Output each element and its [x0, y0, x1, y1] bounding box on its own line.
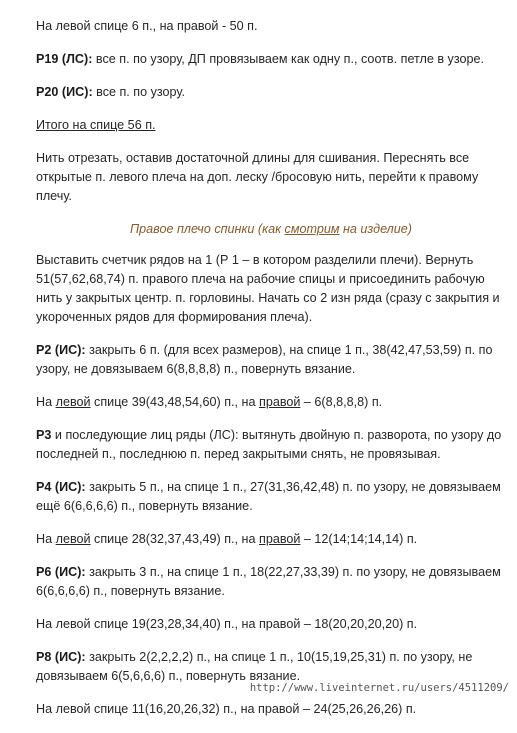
section-title: Правое плечо спинки (как смотрим на изделие): [130, 222, 412, 236]
row-8-instruction: Р8 (ИС): закрыть 2(2,2,2,2) п., на спице 1 п., 10(15,19,25,31) п. по узору, не довязываем 6(5,6,6,6) п., повернуть вязание.: [36, 650, 473, 683]
stitch-count-line: На левой спице 39(43,48,54,60) п., на правой – 6(8,8,8,8) п.: [36, 395, 383, 409]
row-label: Р20 (ИС):: [36, 85, 93, 99]
row-20-instruction: Р20 (ИС): все п. по узору.: [36, 85, 185, 99]
row-counter-paragraph: Выставить счетчик рядов на 1 (Р 1 – в котором разделили плечи). Вернуть 51(57,62,68,74) п. правого плеча на рабочие спицы и присоединить рабочую нить у закрытых центр. п. горловины. Начать со 2 изн ряда (сразу с закрытия и укороченных рядов для формирования плеча).: [36, 253, 500, 324]
row-19-instruction: Р19 (ЛС): все п. по узору, ДП провязываем как одну п., соотв. петле в узоре.: [36, 52, 485, 66]
row-2-instruction: Р2 (ИС): закрыть 6 п. (для всех размеров), на спице 1 п., 38(42,47,53,59) п. по узору, не довязываем 6(8,8,8,8) п., повернуть вязание.: [36, 343, 493, 376]
row-label: Р8 (ИС):: [36, 650, 86, 664]
stitch-count-line: На левой спице 11(16,20,26,32) п., на правой – 24(25,26,26,26) п.: [36, 702, 417, 716]
stitch-count-line: На левой спице 6 п., на правой - 50 п.: [36, 19, 258, 33]
cut-yarn-paragraph: Нить отрезать, оставив достаточной длины для сшивания. Переснять все открытые п. левого плеча на доп. леску /бросовую нить, перейти к правому плечу.: [36, 151, 479, 203]
row-label: Р4 (ИС):: [36, 480, 86, 494]
row-label: Р19 (ЛС):: [36, 52, 93, 66]
watermark-url: http://www.liveinternet.ru/users/4511209/: [249, 682, 509, 694]
stitch-count-line: На левой спице 19(23,28,34,40) п., на правой – 18(20,20,20,20) п.: [36, 617, 418, 631]
row-label: Р3: [36, 428, 52, 442]
row-label: Р6 (ИС):: [36, 565, 86, 579]
row-6-instruction: Р6 (ИС): закрыть 3 п., на спице 1 п., 18(22,27,33,39) п. по узору, не довязываем 6(6,6,6,6) п., повернуть вязание.: [36, 565, 501, 598]
row-4-instruction: Р4 (ИС): закрыть 5 п., на спице 1 п., 27(31,36,42,48) п. по узору, не довязываем ещё 6(6,6,6,6) п., повернуть вязание.: [36, 480, 501, 513]
row-label: Р2 (ИС):: [36, 343, 86, 357]
total-stitches: Итого на спице 56 п.: [36, 118, 156, 132]
document-page: [36, 17, 506, 733]
stitch-count-line: На левой спице 28(32,37,43,49) п., на правой – 12(14;14;14,14) п.: [36, 532, 418, 546]
row-3-instruction: Р3 и последующие лиц ряды (ЛС): вытянуть двойную п. разворота, по узору до последней п., последнюю п. перед закрытыми снять, не провязывая.: [36, 428, 502, 461]
